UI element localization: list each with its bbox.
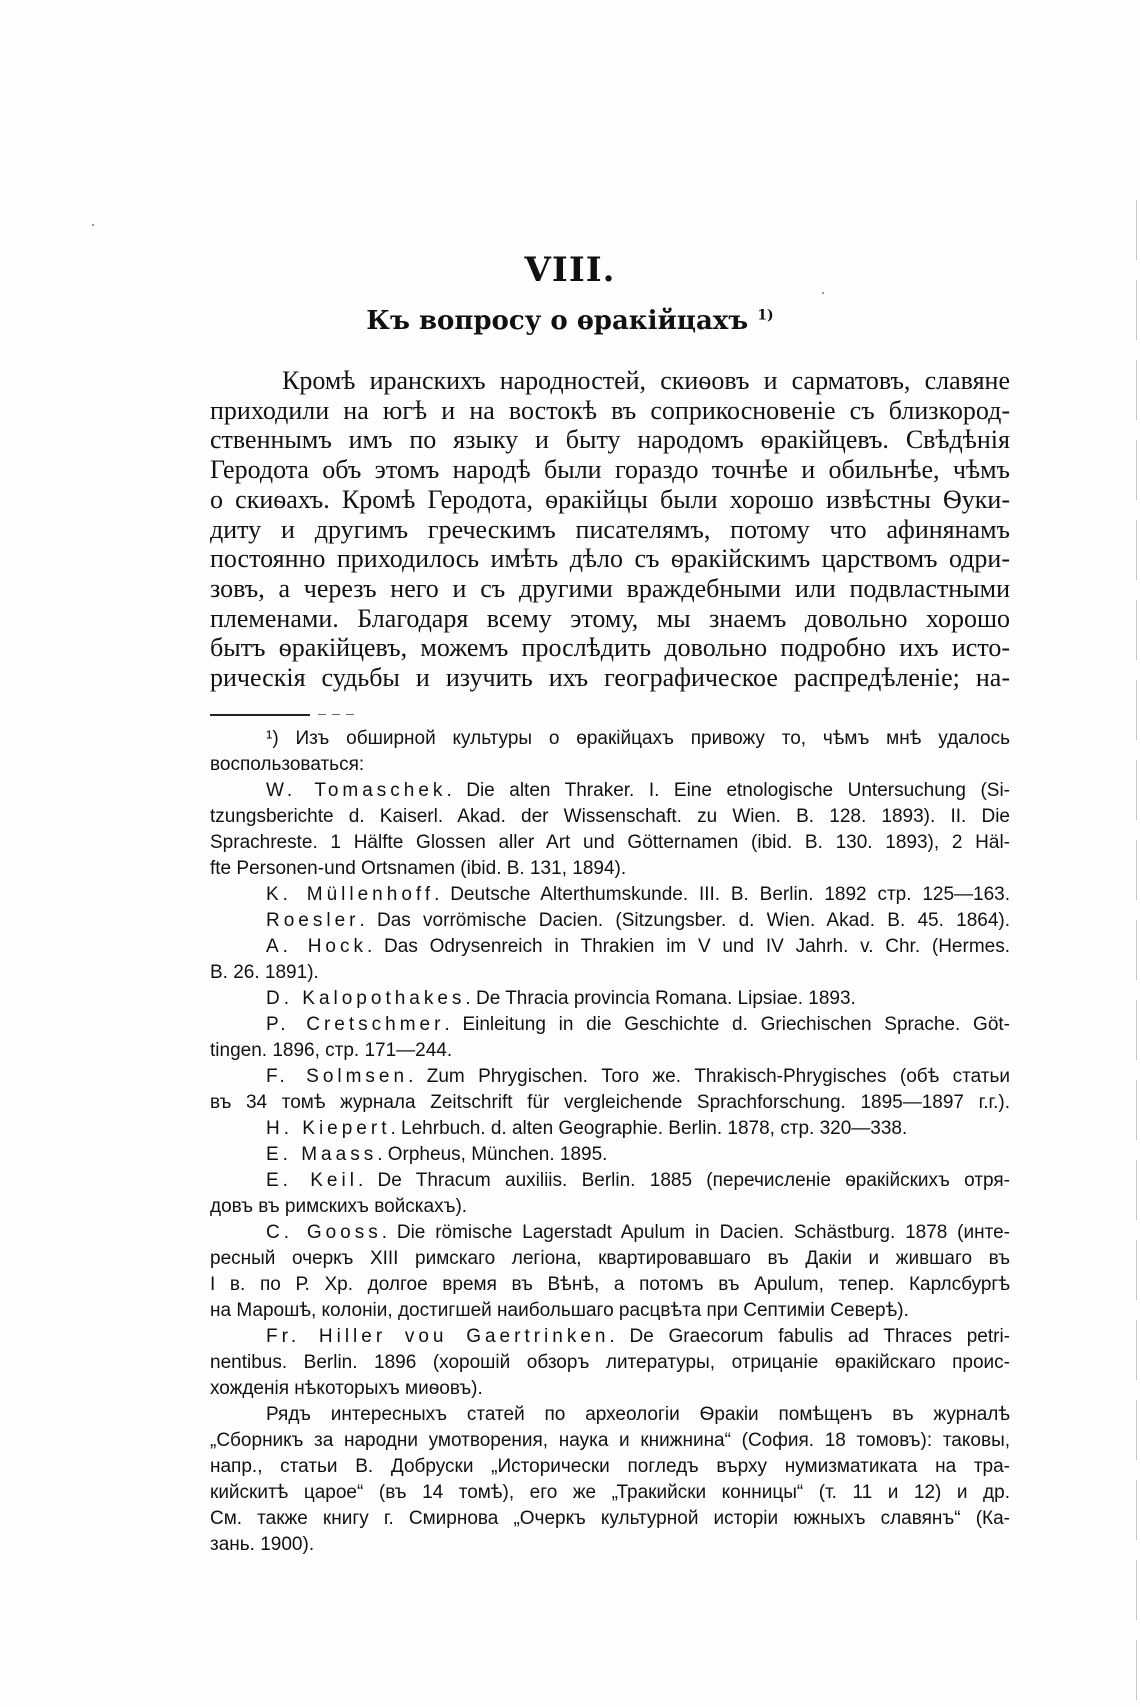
bibliography-entry (210, 778, 1010, 804)
footnote-line (210, 726, 1010, 752)
footnote-line (210, 856, 1010, 882)
footnote-text: . Das Odrysenreich in Thrakien im V und IV Jahrh. v. Chr. (Hermes. (367, 936, 1010, 957)
footnote-text: напр., статьи В. Добруски „Исторически погледъ върху нумизматиката на тра- (210, 1456, 1010, 1477)
body-line: рическія судьбы и изучить ихъ географическое распредѣленіе; на- (210, 663, 1010, 693)
footnote-text: Рядъ интересныхъ статей по археологіи Ѳракіи помѣщенъ въ журналѣ (266, 1404, 1010, 1425)
footnote-text: довъ въ римскихъ войскахъ). (210, 1196, 468, 1217)
footnote-text: зань. 1900). (210, 1534, 315, 1555)
bibliography-entry (210, 1116, 1010, 1142)
footnote-line (210, 1194, 1010, 1220)
author-name: W. Tomaschek (266, 780, 447, 801)
footnote-text: . Einleitung in die Geschichte d. Griechischen Sprache. Göt- (444, 1014, 1011, 1035)
body-paragraph (210, 366, 1010, 693)
author-name: P. Cretschmer (266, 1014, 445, 1035)
author-name: Roesler (266, 910, 360, 931)
footnote-text: . Lehrbuch. d. alten Geographie. Berlin. 1878, стр. 320—338. (390, 1118, 908, 1139)
right-margin-line (1136, 200, 1137, 1700)
author-name: D. Kalopothakes (266, 988, 466, 1009)
footnote-text: . Die römische Lagerstadt Apulum in Dacien. Schästburg. 1878 (инте- (381, 1222, 1010, 1243)
footnote-text: . Orpheus, München. 1895. (377, 1144, 608, 1165)
footnote-rule (210, 714, 310, 716)
footnote-text: nentibus. Berlin. 1896 (хорошій обзоръ литературы, отрицаніе ѳракійскаго проис- (210, 1352, 1010, 1373)
footnote-text: Sprachreste. 1 Hälfte Glossen aller Art und Götternamen (ibid. B. 130. 1893), 2 Häl- (210, 832, 1010, 853)
author-name: E. Keil (266, 1170, 358, 1191)
body-line: зовъ, а черезъ него и съ другими враждебными или подвластными (210, 573, 1010, 603)
body-line: Геродота объ этомъ народѣ были гораздо точнѣе и обильнѣе, чѣмъ (210, 455, 1010, 485)
footnote-text: . Das vorrömische Dacien. (Sitzungsber. d. Wien. Akad. B. 45. 1864). (359, 910, 1010, 931)
footnote-text: . Die alten Thraker. I. Eine etnologische Untersuchung (Si- (446, 780, 1010, 801)
bibliography-entry (210, 1168, 1010, 1194)
footnote-text: „Сборникъ за народни умотворения, наука и книжнина“ (София. 18 томовъ): таковы, (210, 1430, 1010, 1451)
author-name: C. Gooss (266, 1222, 382, 1243)
footnote-text: tzungsberichte d. Kaiserl. Akad. der Wissenschaft. zu Wien. B. 128. 1893). II. Die (210, 806, 1010, 827)
body-line: приходили на югѣ и на востокѣ въ соприкосновеніе съ близкород- (210, 395, 1010, 425)
author-name: F. Solmsen (266, 1066, 409, 1087)
bibliography-entry (210, 1142, 1010, 1168)
footnote-line (210, 804, 1010, 830)
author-name: H. Kiepert (266, 1118, 391, 1139)
footnote-line (210, 960, 1010, 986)
footnote-line (210, 1298, 1010, 1324)
footnote-text: . De Thracum auxiliis. Berlin. 1885 (перечисленіе ѳракійскихъ отря- (357, 1170, 1010, 1191)
bibliography-entry (210, 882, 1010, 908)
footnote-line (210, 1038, 1010, 1064)
bibliography-entry (210, 1324, 1010, 1350)
bibliography-entry (210, 908, 1010, 934)
footnote-line (210, 1376, 1010, 1402)
bibliography-entry (210, 986, 1010, 1012)
footnote-text: хожденія нѣкоторыхъ миѳовъ). (210, 1378, 483, 1399)
footnote-text: на Марошѣ, колоніи, достигшей наибольшаго расцвѣта при Септиміи Северѣ). (210, 1300, 909, 1321)
footnote-text: tingen. 1896, стр. 171—244. (210, 1040, 453, 1061)
scan-speck (822, 292, 824, 294)
footnote-line (210, 1506, 1010, 1532)
footnote-text: . Deutsche Alterthumskunde. III. B. Berlin. 1892 стр. 125—163. (434, 884, 1010, 905)
footnote-text: ¹) Изъ обширной культуры о ѳракійцахъ привожу то, чѣмъ мнѣ удалось (266, 728, 1010, 749)
author-name: Fr. Hiller vou Gaertrinken (266, 1326, 610, 1347)
author-name: K. Müllenhoff (266, 884, 435, 905)
footnote-text: . Zum Phrygischen. Того же. Thrakisch-Phrygisches (обѣ статьи (408, 1066, 1010, 1087)
body-line: бытъ ѳракійцевъ, можемъ прослѣдить довольно подробно ихъ исто- (210, 633, 1010, 663)
body-line: постоянно приходилось имѣть дѣло съ ѳракійскимъ царствомъ одри- (210, 544, 1010, 574)
footnote-line (210, 1480, 1010, 1506)
footnote-line (210, 1402, 1010, 1428)
footnote-text: воспользоваться: (210, 754, 365, 775)
footnote-line (210, 1246, 1010, 1272)
bibliography-entry (210, 1064, 1010, 1090)
bibliography-entry (210, 934, 1010, 960)
body-line: ственнымъ имъ по языку и быту народомъ ѳракійцевъ. Свѣдѣнія (210, 425, 1010, 455)
footnote-line (210, 830, 1010, 856)
author-name: E. Maass (266, 1144, 378, 1165)
footnote-line (210, 1090, 1010, 1116)
footnote-text: I в. по Р. Хр. долгое время въ Вѣнѣ, а потомъ въ Apulum, тепер. Карлсбургѣ (210, 1274, 1010, 1295)
scan-speck (92, 224, 94, 226)
footnote-line (210, 1272, 1010, 1298)
footnote-text: въ 34 томѣ журнала Zeitschrift für vergleichende Sprachforschung. 1895—1897 г.г.). (210, 1092, 1010, 1113)
footnote-text: B. 26. 1891). (210, 962, 319, 983)
chapter-title (0, 306, 1140, 336)
footnote-text: кийскитѣ царое“ (въ 14 томѣ), его же „Тракийски конницы“ (т. 11 и 12) и др. (210, 1482, 1010, 1503)
footnote-line (210, 1350, 1010, 1376)
body-line: Кромѣ иранскихъ народностей, скиѳовъ и сарматовъ, славяне (282, 366, 1010, 395)
footnote-text: См. также книгу г. Смирнова „Очеркъ культурной исторіи южныхъ славянъ“ (Ка- (210, 1508, 1010, 1529)
body-line: племенами. Благодаря всему этому, мы знаемъ довольно хорошо (210, 603, 1010, 633)
bibliography-entry (210, 1220, 1010, 1246)
chapter-number: VIII. (524, 250, 616, 290)
footnote-line (210, 1532, 1010, 1558)
footnote-text: . De Thracia provincia Romana. Lipsiae. 1893. (465, 988, 856, 1009)
footnote-text: ресный очеркъ XIII римскаго легіона, квартировавшаго въ Дакіи и жившаго въ (210, 1248, 1010, 1269)
footnote-line (210, 1454, 1010, 1480)
footnote-line (210, 1428, 1010, 1454)
body-line: о скиѳахъ. Кромѣ Геродота, ѳракійцы были хорошо извѣстны Ѳуки- (210, 484, 1010, 514)
chapter-title-text: Къ вопросу о ѳракійцахъ (366, 306, 749, 336)
footnote-ref: 1) (757, 307, 774, 324)
footnotes (210, 726, 1010, 1558)
footnote-text: fte Personen-und Ortsnamen (ibid. B. 131, 1894). (210, 858, 627, 879)
footnote-text: . De Graecorum fabulis ad Thraces petri- (609, 1326, 1010, 1347)
author-name: A. Hock (266, 936, 367, 957)
footnote-rule-dashes (318, 714, 358, 715)
bibliography-entry (210, 1012, 1010, 1038)
footnote-line (210, 752, 1010, 778)
body-line: диту и другимъ греческимъ писателямъ, потому что афинянамъ (210, 514, 1010, 544)
